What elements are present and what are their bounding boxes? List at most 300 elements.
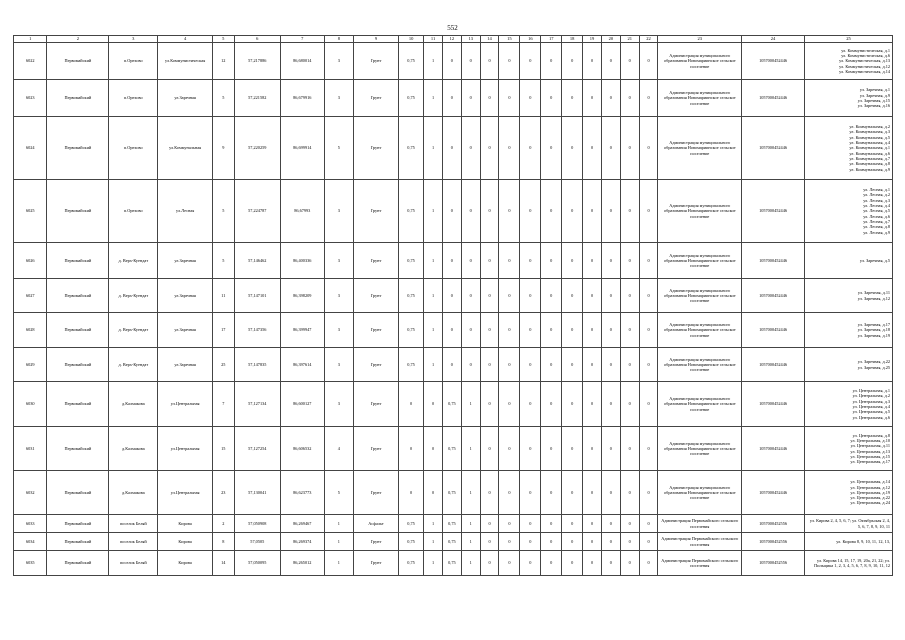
- table-cell: 0: [520, 243, 541, 279]
- table-cell: 1: [324, 533, 353, 551]
- table-cell: Грунт: [354, 117, 399, 180]
- table-cell: 0: [520, 180, 541, 243]
- table-cell: 0,75: [442, 382, 461, 427]
- table-cell: 9: [212, 117, 234, 180]
- table-cell: 0: [541, 551, 562, 576]
- table-cell: 0: [620, 43, 639, 80]
- table-cell: д.Калмакова: [109, 382, 158, 427]
- table-cell: 57,0505: [234, 533, 280, 551]
- table-cell: 0: [620, 243, 639, 279]
- table-cell: Грунт: [354, 471, 399, 515]
- table-cell: 0: [461, 313, 480, 348]
- table-cell: 1: [424, 180, 443, 243]
- table-cell: д. Верх-Куендат: [109, 313, 158, 348]
- table-cell: 0: [583, 427, 602, 471]
- table-cell: 0: [541, 471, 562, 515]
- column-header: 1: [14, 36, 47, 43]
- table-cell: 86,269374: [280, 533, 324, 551]
- table-cell: 5: [212, 80, 234, 117]
- table-cell: 0: [562, 180, 583, 243]
- table-cell: ул.Центральная: [158, 427, 212, 471]
- table-cell: поселок Беляй: [109, 533, 158, 551]
- table-cell: 1057000452446: [742, 348, 805, 382]
- table-cell: 57,221582: [234, 80, 280, 117]
- table-cell: 0: [541, 427, 562, 471]
- table-cell: 0: [620, 348, 639, 382]
- table-cell: 5: [212, 180, 234, 243]
- table-row: [14, 313, 893, 348]
- table-cell: 0: [620, 382, 639, 427]
- table-cell: поселок Беляй: [109, 551, 158, 576]
- table-cell: 0: [601, 471, 620, 515]
- column-header: 2: [47, 36, 109, 43]
- table-cell: 0: [480, 117, 499, 180]
- table-cell: Первомайский: [47, 551, 109, 576]
- table-cell: 0: [562, 382, 583, 427]
- table-cell: ул. Кирова 2, 4, 5, 6, 7; ул. Октябрьская 2, 4, 5, 6, 7, 8, 9, 10, 11: [804, 515, 892, 533]
- table-cell: ул.Заречная: [158, 80, 212, 117]
- table-cell: 0: [601, 243, 620, 279]
- table-cell: 1: [424, 551, 443, 576]
- table-cell: ул. Центральная, д.14 ул. Центральная, д.12 ул. Центральная, д.19 ул. Центральная, д.22 ул. Центральная, д.24: [804, 471, 892, 515]
- table-cell: ул.Центральная: [158, 382, 212, 427]
- table-cell: п.Орехово: [109, 80, 158, 117]
- table-cell: 0: [499, 348, 520, 382]
- table-cell: 1057000452556: [742, 533, 805, 551]
- table-cell: ул. Заречная, д.5: [804, 243, 892, 279]
- table-cell: 57,050908: [234, 515, 280, 533]
- table-cell: Администрация муниципального образования Новомариинское сельское поселение: [658, 243, 742, 279]
- table-cell: 6030: [14, 382, 47, 427]
- table-cell: 6032: [14, 471, 47, 515]
- table-cell: 0,75: [399, 515, 424, 533]
- table-cell: 0: [480, 382, 499, 427]
- table-cell: Администрация муниципального образования Новомариинское сельское поселение: [658, 80, 742, 117]
- table-cell: 86,269467: [280, 515, 324, 533]
- table-cell: 0: [541, 43, 562, 80]
- table-cell: 0: [520, 551, 541, 576]
- table-cell: 1057000452556: [742, 551, 805, 576]
- table-cell: Первомайский: [47, 471, 109, 515]
- table-cell: 0: [583, 348, 602, 382]
- table-cell: Грунт: [354, 427, 399, 471]
- table-cell: 0: [562, 515, 583, 533]
- table-cell: 0: [442, 313, 461, 348]
- table-cell: ул. Заречная, д.1 ул. Заречная, д.9 ул. Заречная, д.15 ул. Заречная, д.16: [804, 80, 892, 117]
- table-cell: Грунт: [354, 180, 399, 243]
- table-cell: 0: [620, 515, 639, 533]
- table-cell: 0: [583, 117, 602, 180]
- table-cell: 3: [324, 243, 353, 279]
- table-cell: 0,75: [442, 551, 461, 576]
- table-cell: 5: [212, 243, 234, 279]
- table-cell: 0,75: [399, 533, 424, 551]
- table-cell: ул.Центральная: [158, 471, 212, 515]
- table-cell: 6027: [14, 279, 47, 313]
- table-cell: 0,75: [399, 243, 424, 279]
- table-cell: 0: [620, 313, 639, 348]
- table-row: [14, 80, 893, 117]
- table-cell: 57,217886: [234, 43, 280, 80]
- table-cell: 0: [583, 313, 602, 348]
- table-cell: 0: [639, 117, 658, 180]
- table-cell: Администрация Первомайского сельского поселения: [658, 551, 742, 576]
- table-cell: Администрация муниципального образования Новомариинское сельское поселение: [658, 117, 742, 180]
- table-cell: 15: [212, 427, 234, 471]
- table-cell: 0: [541, 382, 562, 427]
- table-row: [14, 427, 893, 471]
- table-cell: 0: [520, 43, 541, 80]
- table-cell: Первомайский: [47, 533, 109, 551]
- table-cell: ул. Заречная, д.22 ул. Заречная, д.25: [804, 348, 892, 382]
- table-cell: 0: [461, 279, 480, 313]
- road-registry-table: [13, 35, 893, 576]
- table-cell: 0: [583, 43, 602, 80]
- table-row: [14, 515, 893, 533]
- table-cell: 0: [424, 427, 443, 471]
- table-cell: 6031: [14, 427, 47, 471]
- table-cell: 0,75: [442, 533, 461, 551]
- table-cell: 0: [541, 180, 562, 243]
- table-cell: 0: [499, 117, 520, 180]
- table-cell: 0,75: [399, 279, 424, 313]
- table-cell: 86,398209: [280, 279, 324, 313]
- table-cell: 11: [212, 279, 234, 313]
- table-cell: 86,679916: [280, 80, 324, 117]
- table-cell: 0: [541, 313, 562, 348]
- table-cell: 0: [620, 117, 639, 180]
- table-cell: 0: [520, 382, 541, 427]
- table-cell: 57,220259: [234, 117, 280, 180]
- table-cell: 1: [424, 515, 443, 533]
- column-header: 25: [804, 36, 892, 43]
- column-header: 21: [620, 36, 639, 43]
- table-cell: Первомайский: [47, 117, 109, 180]
- table-cell: 1057000452446: [742, 243, 805, 279]
- column-header: 19: [583, 36, 602, 43]
- table-cell: 57,130041: [234, 471, 280, 515]
- table-cell: 0: [601, 117, 620, 180]
- table-cell: 0: [583, 515, 602, 533]
- table-cell: 0: [541, 533, 562, 551]
- table-cell: Кирова: [158, 533, 212, 551]
- table-cell: 8: [212, 533, 234, 551]
- table-cell: 0: [520, 117, 541, 180]
- table-cell: 0: [562, 80, 583, 117]
- table-cell: 1: [424, 43, 443, 80]
- table-cell: 0: [499, 243, 520, 279]
- table-cell: поселок Беляй: [109, 515, 158, 533]
- table-cell: Администрация Первомайского сельского поселения: [658, 515, 742, 533]
- table-cell: 0: [562, 471, 583, 515]
- table-cell: 1057000452446: [742, 279, 805, 313]
- table-cell: ул. Лесная, д.1 ул. Лесная, д.2 ул. Лесная, д.3 ул. Лесная, д.4 ул. Лесная, д.5 ул. Лесная, д.6 ул. Лесная, д.7 ул. Лесная, д.8 ул. Лесная, д.9: [804, 180, 892, 243]
- table-cell: 86,680014: [280, 43, 324, 80]
- column-header: 14: [480, 36, 499, 43]
- table-cell: 0: [601, 515, 620, 533]
- table-cell: 6026: [14, 243, 47, 279]
- table-cell: 0: [461, 243, 480, 279]
- table-cell: ул. Кирова 8, 9, 10, 11, 12, 13,: [804, 533, 892, 551]
- table-cell: 0: [583, 551, 602, 576]
- table-cell: 0: [620, 427, 639, 471]
- table-cell: Грунт: [354, 348, 399, 382]
- table-cell: 0: [461, 117, 480, 180]
- table-cell: Первомайский: [47, 243, 109, 279]
- table-cell: Первомайский: [47, 348, 109, 382]
- column-header: 6: [234, 36, 280, 43]
- table-cell: Первомайский: [47, 313, 109, 348]
- table-cell: 0: [639, 279, 658, 313]
- table-cell: п.Орехово: [109, 43, 158, 80]
- column-header: 10: [399, 36, 424, 43]
- table-cell: 0: [520, 515, 541, 533]
- table-cell: 3: [324, 180, 353, 243]
- table-cell: 0: [583, 80, 602, 117]
- table-cell: 86,606532: [280, 427, 324, 471]
- table-cell: 1: [424, 313, 443, 348]
- table-cell: 1: [424, 533, 443, 551]
- table-cell: Администрация Первомайского сельского поселения: [658, 533, 742, 551]
- table-cell: 0: [499, 279, 520, 313]
- table-cell: 57,146462: [234, 243, 280, 279]
- table-cell: 0: [541, 80, 562, 117]
- table-cell: 57,127254: [234, 427, 280, 471]
- table-cell: 0: [442, 80, 461, 117]
- table-cell: 0: [541, 515, 562, 533]
- table-cell: 0: [480, 427, 499, 471]
- table-cell: 0: [620, 279, 639, 313]
- table-cell: 2: [212, 515, 234, 533]
- table-cell: Первомайский: [47, 180, 109, 243]
- table-cell: 12: [212, 43, 234, 80]
- table-cell: 1: [461, 471, 480, 515]
- table-cell: 1: [424, 80, 443, 117]
- table-cell: 0: [499, 471, 520, 515]
- table-cell: 1: [324, 551, 353, 576]
- table-cell: 6022: [14, 43, 47, 80]
- table-cell: 0: [480, 533, 499, 551]
- table-cell: 0: [639, 80, 658, 117]
- table-cell: 0: [480, 313, 499, 348]
- column-header: 17: [541, 36, 562, 43]
- table-cell: 0: [601, 80, 620, 117]
- table-cell: 86,600127: [280, 382, 324, 427]
- table-cell: 0: [639, 243, 658, 279]
- table-cell: д.Калмакова: [109, 471, 158, 515]
- table-cell: 6024: [14, 117, 47, 180]
- table-cell: 0: [499, 80, 520, 117]
- table-cell: 0: [639, 471, 658, 515]
- table-cell: 0: [583, 533, 602, 551]
- table-cell: 0: [480, 243, 499, 279]
- column-header: 16: [520, 36, 541, 43]
- table-cell: 0: [601, 551, 620, 576]
- table-cell: 0: [461, 180, 480, 243]
- table-cell: 0: [601, 348, 620, 382]
- table-cell: 0: [639, 180, 658, 243]
- column-header: 5: [212, 36, 234, 43]
- table-cell: 0: [520, 348, 541, 382]
- table-cell: ул. Заречная, д.11 ул. Заречная, д.12: [804, 279, 892, 313]
- table-cell: 0: [442, 348, 461, 382]
- table-cell: Первомайский: [47, 427, 109, 471]
- table-cell: 1: [461, 533, 480, 551]
- table-cell: 0: [601, 533, 620, 551]
- table-cell: 0: [442, 43, 461, 80]
- table-cell: 0: [520, 427, 541, 471]
- table-cell: 0: [562, 43, 583, 80]
- table-cell: Администрация муниципального образования Новомариинское сельское поселение: [658, 313, 742, 348]
- table-row: [14, 471, 893, 515]
- table-cell: 57,147101: [234, 279, 280, 313]
- table-cell: 0,75: [399, 117, 424, 180]
- table-cell: 6035: [14, 551, 47, 576]
- table-cell: ул. Коммунистическая, д.1 ул. Коммунистическая, д.6 ул. Коммунистическая, д.13 ул. Коммунистическая, д.12 ул. Коммунистическая, д.14: [804, 43, 892, 80]
- table-cell: 0: [499, 382, 520, 427]
- table-cell: 6033: [14, 515, 47, 533]
- table-cell: 7: [212, 382, 234, 427]
- table-cell: Грунт: [354, 80, 399, 117]
- table-cell: 0: [620, 471, 639, 515]
- table-cell: 0: [562, 533, 583, 551]
- table-cell: 4: [324, 427, 353, 471]
- table-cell: 0: [601, 382, 620, 427]
- table-cell: 1: [424, 348, 443, 382]
- table-cell: 0: [480, 471, 499, 515]
- table-cell: 0: [639, 551, 658, 576]
- table-cell: 0: [480, 515, 499, 533]
- table-cell: 0: [601, 313, 620, 348]
- table-cell: Грунт: [354, 243, 399, 279]
- table-cell: 1: [424, 117, 443, 180]
- table-cell: 0: [562, 279, 583, 313]
- table-cell: 1057000452446: [742, 313, 805, 348]
- table-cell: д. Верх-Куендат: [109, 279, 158, 313]
- table-cell: 0,75: [442, 427, 461, 471]
- table-cell: 1: [424, 243, 443, 279]
- table-cell: Грунт: [354, 382, 399, 427]
- table-cell: Грунт: [354, 313, 399, 348]
- table-cell: 57,127134: [234, 382, 280, 427]
- table-cell: 0: [583, 243, 602, 279]
- table-cell: 0: [499, 427, 520, 471]
- table-cell: 0: [583, 382, 602, 427]
- table-cell: Первомайский: [47, 279, 109, 313]
- column-header: 12: [442, 36, 461, 43]
- table-cell: 0: [541, 243, 562, 279]
- table-cell: 0: [461, 348, 480, 382]
- table-cell: 1057000452446: [742, 43, 805, 80]
- table-cell: 25: [212, 348, 234, 382]
- table-cell: 86,699914: [280, 117, 324, 180]
- header-row: [14, 36, 893, 43]
- table-cell: 0: [520, 80, 541, 117]
- table-cell: ул. Кирова 14, 15, 17, 19, 20а, 21, 22; ул. Пильщика 1, 2, 3, 4, 5, 6, 7, 8, 9, 10, 11, 12: [804, 551, 892, 576]
- table-cell: ул. Центральная, д.1 ул. Центральная, д.2 ул. Центральная, д.3 ул. Центральная, д.4 ул. Центральная, д.5 ул. Центральная, д.6: [804, 382, 892, 427]
- table-cell: 0: [520, 533, 541, 551]
- table-cell: 0: [639, 515, 658, 533]
- table-cell: 0: [541, 348, 562, 382]
- page-number: 552: [447, 24, 458, 32]
- table-cell: Администрация муниципального образования Новомариинское сельское поселение: [658, 279, 742, 313]
- table-cell: 3: [324, 80, 353, 117]
- table-row: [14, 180, 893, 243]
- table-cell: 6025: [14, 180, 47, 243]
- table-cell: 3: [324, 279, 353, 313]
- table-cell: Грунт: [354, 43, 399, 80]
- table-cell: Первомайский: [47, 515, 109, 533]
- table-cell: 0: [639, 382, 658, 427]
- column-header: 24: [742, 36, 805, 43]
- table-cell: Первомайский: [47, 80, 109, 117]
- table-row: [14, 533, 893, 551]
- table-cell: Администрация муниципального образования Новомариинское сельское поселение: [658, 348, 742, 382]
- table-cell: п.Орехово: [109, 180, 158, 243]
- table-cell: 0: [601, 427, 620, 471]
- column-header: 23: [658, 36, 742, 43]
- table-cell: 5: [324, 471, 353, 515]
- table-cell: Асфальт: [354, 515, 399, 533]
- table-cell: Администрация муниципального образования Новомариинское сельское поселение: [658, 180, 742, 243]
- table-cell: 86,400336: [280, 243, 324, 279]
- table-cell: 14: [212, 551, 234, 576]
- table-cell: 0: [562, 243, 583, 279]
- table-cell: 1: [461, 551, 480, 576]
- table-cell: 0,75: [399, 43, 424, 80]
- table-cell: ул. Заречная, д.17 ул. Заречная, д.18 ул. Заречная, д.19: [804, 313, 892, 348]
- table-cell: ул.Заречная: [158, 243, 212, 279]
- column-header: 13: [461, 36, 480, 43]
- table-cell: 0: [601, 180, 620, 243]
- table-cell: 0: [583, 180, 602, 243]
- table-cell: Администрация муниципального образования Новомариинское сельское поселение: [658, 427, 742, 471]
- table-cell: 0: [424, 471, 443, 515]
- table-cell: 3: [324, 313, 353, 348]
- table-cell: 0: [399, 427, 424, 471]
- table-cell: 0: [480, 43, 499, 80]
- table-cell: 1: [324, 515, 353, 533]
- column-header: 11: [424, 36, 443, 43]
- table-cell: ул. Коммунальная, д.2 ул. Коммунальная, д.3 ул. Коммунальная, д.5 ул. Коммунальная, д.4 ул. Коммунальная, д.1 ул. Коммунальная, д.6 ул. Коммунальная, д.7 ул. Коммунальная, д.8 ул. Коммунальная, д.9: [804, 117, 892, 180]
- table-cell: 0: [442, 243, 461, 279]
- table-cell: 0: [562, 427, 583, 471]
- table-cell: 0: [639, 533, 658, 551]
- table-cell: 86,265012: [280, 551, 324, 576]
- table-cell: д.Калмакова: [109, 427, 158, 471]
- table-cell: 0: [461, 43, 480, 80]
- table-cell: 1057000452556: [742, 515, 805, 533]
- table-cell: 0,75: [442, 515, 461, 533]
- table-cell: 0: [520, 279, 541, 313]
- table-cell: 0,75: [399, 551, 424, 576]
- table-cell: 86,623773: [280, 471, 324, 515]
- table-cell: 0: [461, 80, 480, 117]
- table-cell: 0: [499, 551, 520, 576]
- column-header: 20: [601, 36, 620, 43]
- table-cell: 0: [601, 43, 620, 80]
- table-cell: Администрация муниципального образования Новомариинское сельское поселение: [658, 382, 742, 427]
- table-cell: 0: [424, 382, 443, 427]
- table-cell: 86,397614: [280, 348, 324, 382]
- table-cell: 1057000452446: [742, 471, 805, 515]
- table-cell: 0: [499, 533, 520, 551]
- column-header: 4: [158, 36, 212, 43]
- table-cell: 57,147356: [234, 313, 280, 348]
- column-header: 8: [324, 36, 353, 43]
- table-row: [14, 279, 893, 313]
- table-cell: Первомайский: [47, 43, 109, 80]
